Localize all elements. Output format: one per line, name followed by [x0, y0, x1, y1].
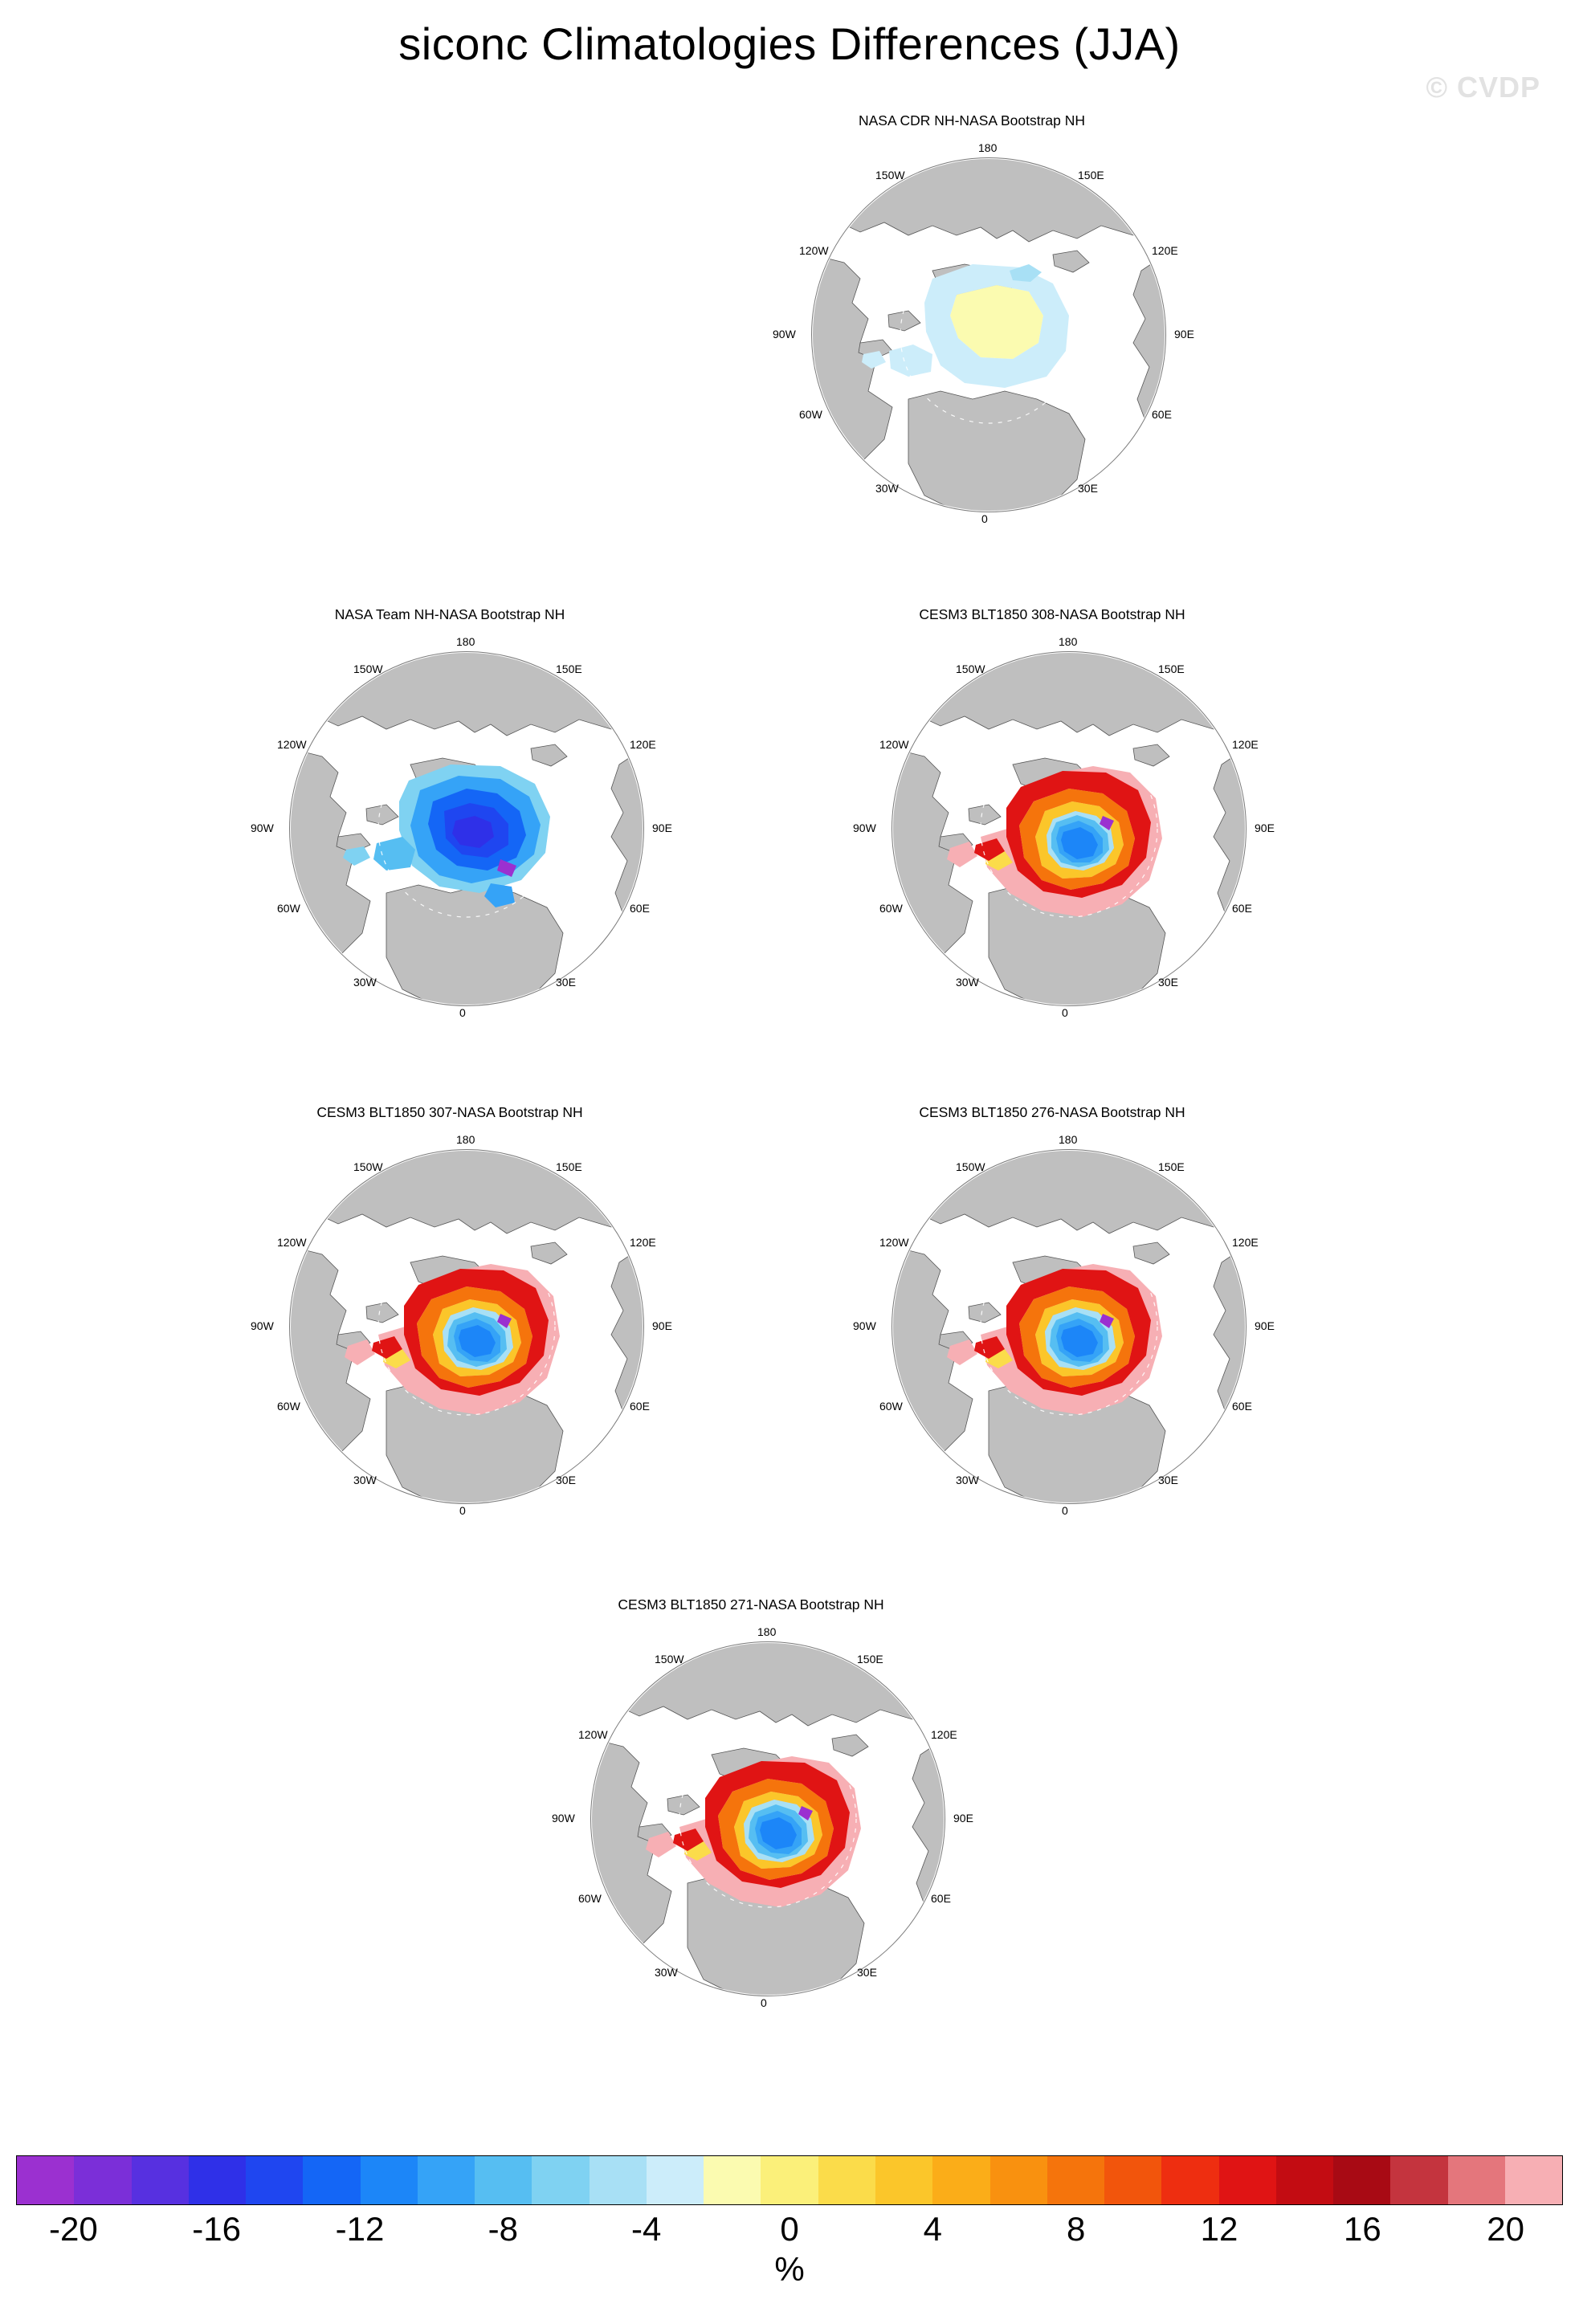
panel-title: CESM3 BLT1850 271-NASA Bootstrap NH [618, 1596, 884, 1613]
lon-label-150w: 150W [353, 663, 383, 675]
lon-label-30e: 30E [857, 1966, 877, 1979]
lon-label-60e: 60E [1152, 408, 1172, 421]
colorbar-tick--20: -20 [48, 2210, 98, 2248]
map-graphic [290, 1150, 643, 1503]
lon-label-150e: 150E [556, 1160, 582, 1173]
lon-label-180: 180 [1059, 1133, 1078, 1146]
globe-wrap [201, 629, 699, 1111]
colorbar-tick-labels [0, 2210, 1579, 2250]
colorbar-tick-12: 12 [1200, 2210, 1238, 2248]
lon-label-120e: 120E [630, 1236, 656, 1249]
colorbar-swatch-20 [1161, 2156, 1218, 2204]
polar-map[interactable] [590, 1641, 945, 1996]
lon-label-90w: 90W [853, 1319, 876, 1332]
lon-label-0: 0 [459, 1006, 466, 1019]
colorbar-tick--4: -4 [630, 2210, 662, 2248]
lon-label-150w: 150W [353, 1160, 383, 1173]
colorbar-swatch-19 [1104, 2156, 1161, 2204]
panel-title: CESM3 BLT1850 308-NASA Bootstrap NH [919, 606, 1185, 622]
polar-map[interactable] [811, 157, 1166, 512]
lon-label-30e: 30E [556, 1474, 576, 1486]
lon-label-120e: 120E [1152, 244, 1178, 257]
lon-label-60w: 60W [578, 1892, 602, 1905]
panel-title: NASA Team NH-NASA Bootstrap NH [334, 606, 565, 622]
lon-label-0: 0 [981, 512, 988, 525]
lon-label-30e: 30E [1158, 1474, 1178, 1486]
lon-label-30w: 30W [956, 1474, 979, 1486]
globe-wrap [803, 1127, 1301, 1608]
lon-label-120e: 120E [630, 738, 656, 751]
lon-label-90e: 90E [652, 822, 672, 834]
lon-label-90e: 90E [652, 1319, 672, 1332]
lon-label-60w: 60W [879, 902, 903, 915]
lon-label-120e: 120E [1232, 1236, 1259, 1249]
lon-label-90w: 90W [552, 1812, 575, 1825]
lon-label-150e: 150E [1158, 663, 1185, 675]
lon-label-60w: 60W [799, 408, 822, 421]
panel-title: CESM3 BLT1850 307-NASA Bootstrap NH [316, 1104, 583, 1120]
globe-wrap [803, 629, 1301, 1111]
map-graphic [892, 1150, 1246, 1503]
lon-label-0: 0 [1062, 1504, 1068, 1517]
lon-label-90e: 90E [1255, 1319, 1275, 1332]
page-title: siconc Climatologies Differences (JJA) [398, 18, 1181, 69]
lon-label-90w: 90W [773, 328, 796, 340]
lon-label-30w: 30W [875, 482, 899, 495]
colorbar-tick-4: 4 [923, 2210, 943, 2248]
lon-label-120w: 120W [578, 1728, 608, 1741]
colorbar-swatch-11 [647, 2156, 704, 2204]
panel-title: CESM3 BLT1850 276-NASA Bootstrap NH [919, 1104, 1185, 1120]
panel-nasa-cdr-nh[interactable] [723, 112, 1221, 562]
lon-label-150e: 150E [857, 1653, 883, 1666]
lon-label-60e: 60E [931, 1892, 951, 1905]
colorbar-swatch-23 [1333, 2156, 1390, 2204]
lon-label-150e: 150E [556, 663, 582, 675]
lon-label-150w: 150W [956, 1160, 985, 1173]
lon-label-30w: 30W [353, 1474, 377, 1486]
colorbar-swatch-8 [475, 2156, 532, 2204]
map-graphic [591, 1642, 945, 1996]
colorbar-tick--12: -12 [335, 2210, 385, 2248]
lon-label-180: 180 [456, 1133, 475, 1146]
panel-cesm3-blt1850-307[interactable] [201, 1104, 699, 1586]
cvdp-watermark: © CVDP [1426, 71, 1540, 104]
lon-label-150e: 150E [1078, 169, 1104, 181]
lon-label-180: 180 [978, 141, 998, 154]
colorbar-swatch-25 [1448, 2156, 1505, 2204]
colorbar-swatch-22 [1276, 2156, 1333, 2204]
colorbar-tick--16: -16 [192, 2210, 242, 2248]
colorbar-units-label: % [774, 2250, 805, 2288]
panel-cesm3-blt1850-308[interactable] [803, 606, 1301, 1088]
lon-label-30e: 30E [1158, 976, 1178, 989]
panel-title: NASA CDR NH-NASA Bootstrap NH [858, 112, 1086, 128]
colorbar[interactable] [16, 2155, 1563, 2205]
globe-wrap [201, 1127, 699, 1608]
polar-map[interactable] [289, 1149, 644, 1504]
globe-wrap [502, 1619, 1000, 2101]
lon-label-90w: 90W [251, 1319, 274, 1332]
lon-label-30e: 30E [1078, 482, 1098, 495]
lon-label-60e: 60E [630, 1400, 650, 1413]
polar-map[interactable] [892, 651, 1246, 1006]
lon-label-90e: 90E [953, 1812, 973, 1825]
lon-label-30e: 30E [556, 976, 576, 989]
lon-label-180: 180 [1059, 635, 1078, 648]
map-graphic [812, 158, 1165, 512]
colorbar-swatch-15 [875, 2156, 932, 2204]
colorbar-swatch-0 [17, 2156, 74, 2204]
colorbar-tick-0: 0 [780, 2210, 799, 2248]
colorbar-swatch-9 [532, 2156, 589, 2204]
lon-label-90w: 90W [251, 822, 274, 834]
colorbar-swatch-17 [990, 2156, 1047, 2204]
lon-label-0: 0 [1062, 1006, 1068, 1019]
lon-label-120e: 120E [1232, 738, 1259, 751]
colorbar-area [0, 2155, 1579, 2324]
colorbar-swatch-5 [303, 2156, 360, 2204]
lon-label-120w: 120W [799, 244, 829, 257]
colorbar-swatch-14 [818, 2156, 875, 2204]
colorbar-swatch-7 [418, 2156, 475, 2204]
lon-label-150w: 150W [875, 169, 905, 181]
lon-label-180: 180 [757, 1625, 777, 1638]
polar-map[interactable] [289, 651, 644, 1006]
lon-label-30w: 30W [956, 976, 979, 989]
colorbar-swatch-4 [246, 2156, 303, 2204]
lon-label-60w: 60W [277, 1400, 300, 1413]
panel-cesm3-blt1850-271[interactable] [502, 1596, 1000, 2078]
lon-label-120w: 120W [879, 1236, 909, 1249]
panel-cesm3-blt1850-276[interactable] [803, 1104, 1301, 1586]
colorbar-swatch-24 [1390, 2156, 1447, 2204]
colorbar-swatch-13 [761, 2156, 818, 2204]
lon-label-120e: 120E [931, 1728, 957, 1741]
lon-label-90w: 90W [853, 822, 876, 834]
polar-map[interactable] [892, 1149, 1246, 1504]
lon-label-120w: 120W [277, 1236, 307, 1249]
colorbar-swatch-26 [1505, 2156, 1562, 2204]
colorbar-swatch-6 [361, 2156, 418, 2204]
lon-label-60w: 60W [879, 1400, 903, 1413]
lon-label-30w: 30W [655, 1966, 678, 1979]
lon-label-60w: 60W [277, 902, 300, 915]
lon-label-0: 0 [761, 1996, 767, 2009]
colorbar-swatch-10 [590, 2156, 647, 2204]
lon-label-30w: 30W [353, 976, 377, 989]
lon-label-90e: 90E [1174, 328, 1194, 340]
map-graphic [290, 652, 643, 1005]
panel-nasa-team-nh[interactable] [201, 606, 699, 1088]
colorbar-swatch-2 [132, 2156, 189, 2204]
lon-label-0: 0 [459, 1504, 466, 1517]
colorbar-swatch-21 [1219, 2156, 1276, 2204]
lon-label-60e: 60E [630, 902, 650, 915]
colorbar-swatch-12 [704, 2156, 761, 2204]
lon-label-180: 180 [456, 635, 475, 648]
map-graphic [892, 652, 1246, 1005]
colorbar-tick-20: 20 [1487, 2210, 1525, 2248]
colorbar-swatch-3 [189, 2156, 246, 2204]
colorbar-tick-8: 8 [1066, 2210, 1086, 2248]
lon-label-120w: 120W [879, 738, 909, 751]
lon-label-60e: 60E [1232, 1400, 1252, 1413]
globe-wrap [723, 135, 1221, 585]
lon-label-120w: 120W [277, 738, 307, 751]
colorbar-swatch-1 [74, 2156, 131, 2204]
lon-label-150w: 150W [655, 1653, 684, 1666]
lon-label-150e: 150E [1158, 1160, 1185, 1173]
lon-label-90e: 90E [1255, 822, 1275, 834]
colorbar-tick-16: 16 [1343, 2210, 1381, 2248]
lon-label-150w: 150W [956, 663, 985, 675]
colorbar-swatch-16 [932, 2156, 989, 2204]
lon-label-60e: 60E [1232, 902, 1252, 915]
colorbar-swatch-18 [1047, 2156, 1104, 2204]
colorbar-tick--8: -8 [488, 2210, 519, 2248]
